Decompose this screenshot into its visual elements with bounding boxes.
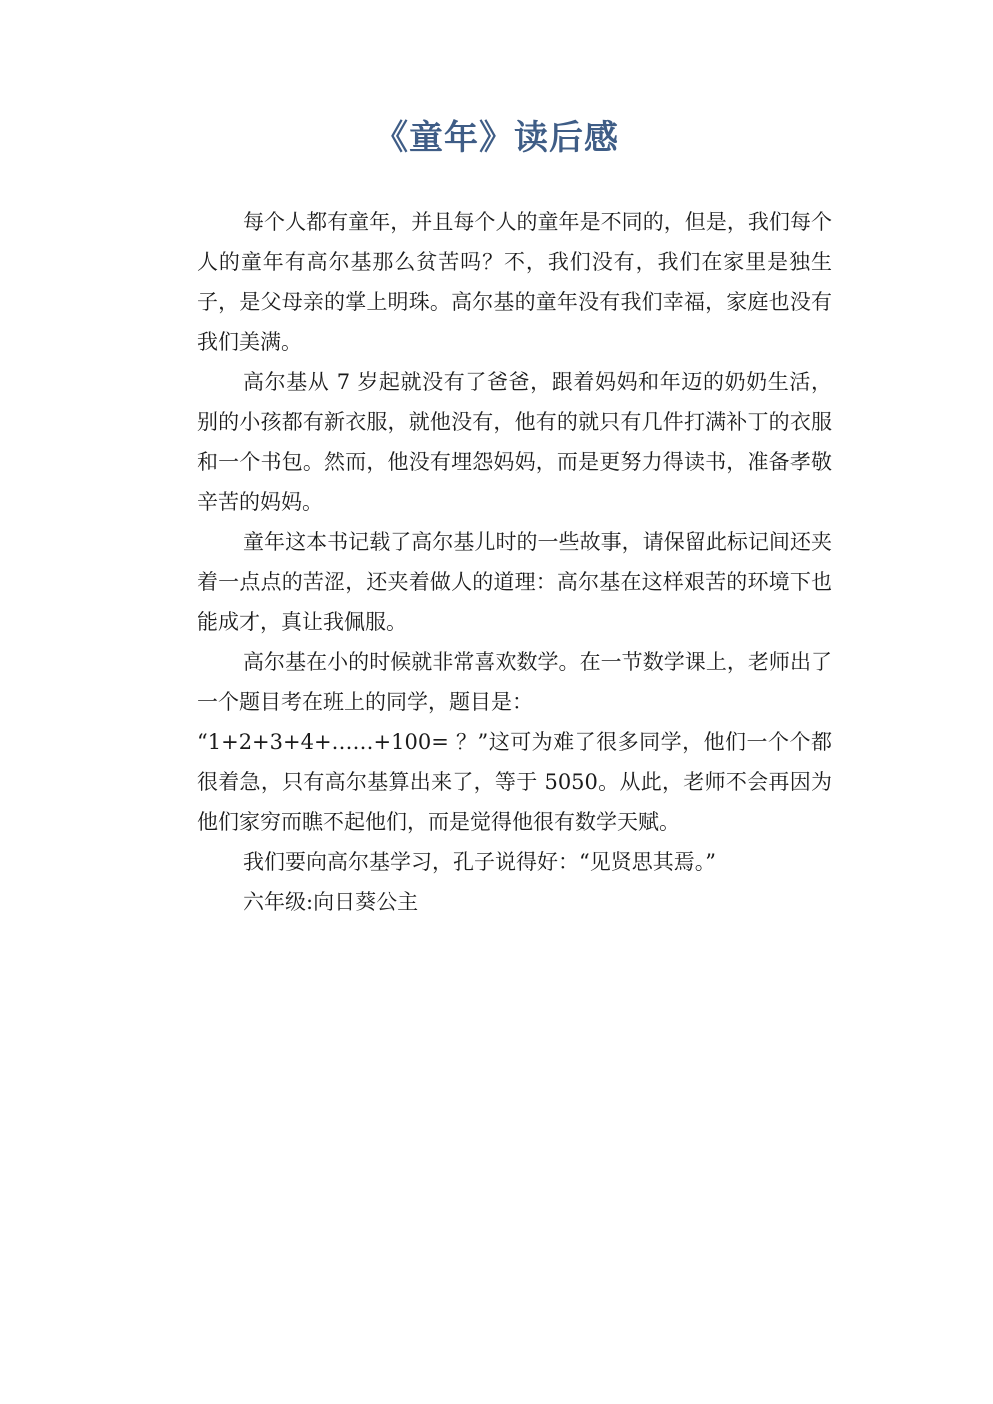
paragraph-5: “1+2+3+4+……+100= ？”这可为难了很多同学，他们一个个都很着急，只有高尔基算出来了，等于 5050。从此，老师不会再因为他们家穷而瞧不起他们，而是觉得他很有数学天赋。 [197,730,832,834]
author-signature: 六年级:向日葵公主 [243,890,419,914]
paragraph-3: 童年这本书记载了高尔基儿时的一些故事，请保留此标记间还夹着一点点的苦涩，还夹着做人的道理：高尔基在这样艰苦的环境下也能成才，真让我佩服。 [197,530,832,634]
document-title: 《童年》读后感 [374,118,619,158]
paragraph-1: 每个人都有童年，并且每个人的童年是不同的，但是，我们每个人的童年有高尔基那么贫苦吗？不，我们没有，我们在家里是独生子，是父母亲的掌上明珠。高尔基的童年没有我们幸福，家庭也没有我们美满。 [197,210,832,354]
document-body [197,202,832,922]
paragraph-6: 我们要向高尔基学习，孔子说得好：“见贤思其焉。” [243,850,716,874]
paragraph-2: 高尔基从 7 岁起就没有了爸爸，跟着妈妈和年迈的奶奶生活，别的小孩都有新衣服，就他没有，他有的就只有几件打满补丁的衣服和一个书包。然而，他没有埋怨妈妈，而是更努力得读书，准备孝敬辛苦的妈妈。 [197,370,832,514]
paragraph-4: 高尔基在小的时候就非常喜欢数学。在一节数学课上，老师出了一个题目考在班上的同学，题目是： [197,650,832,714]
